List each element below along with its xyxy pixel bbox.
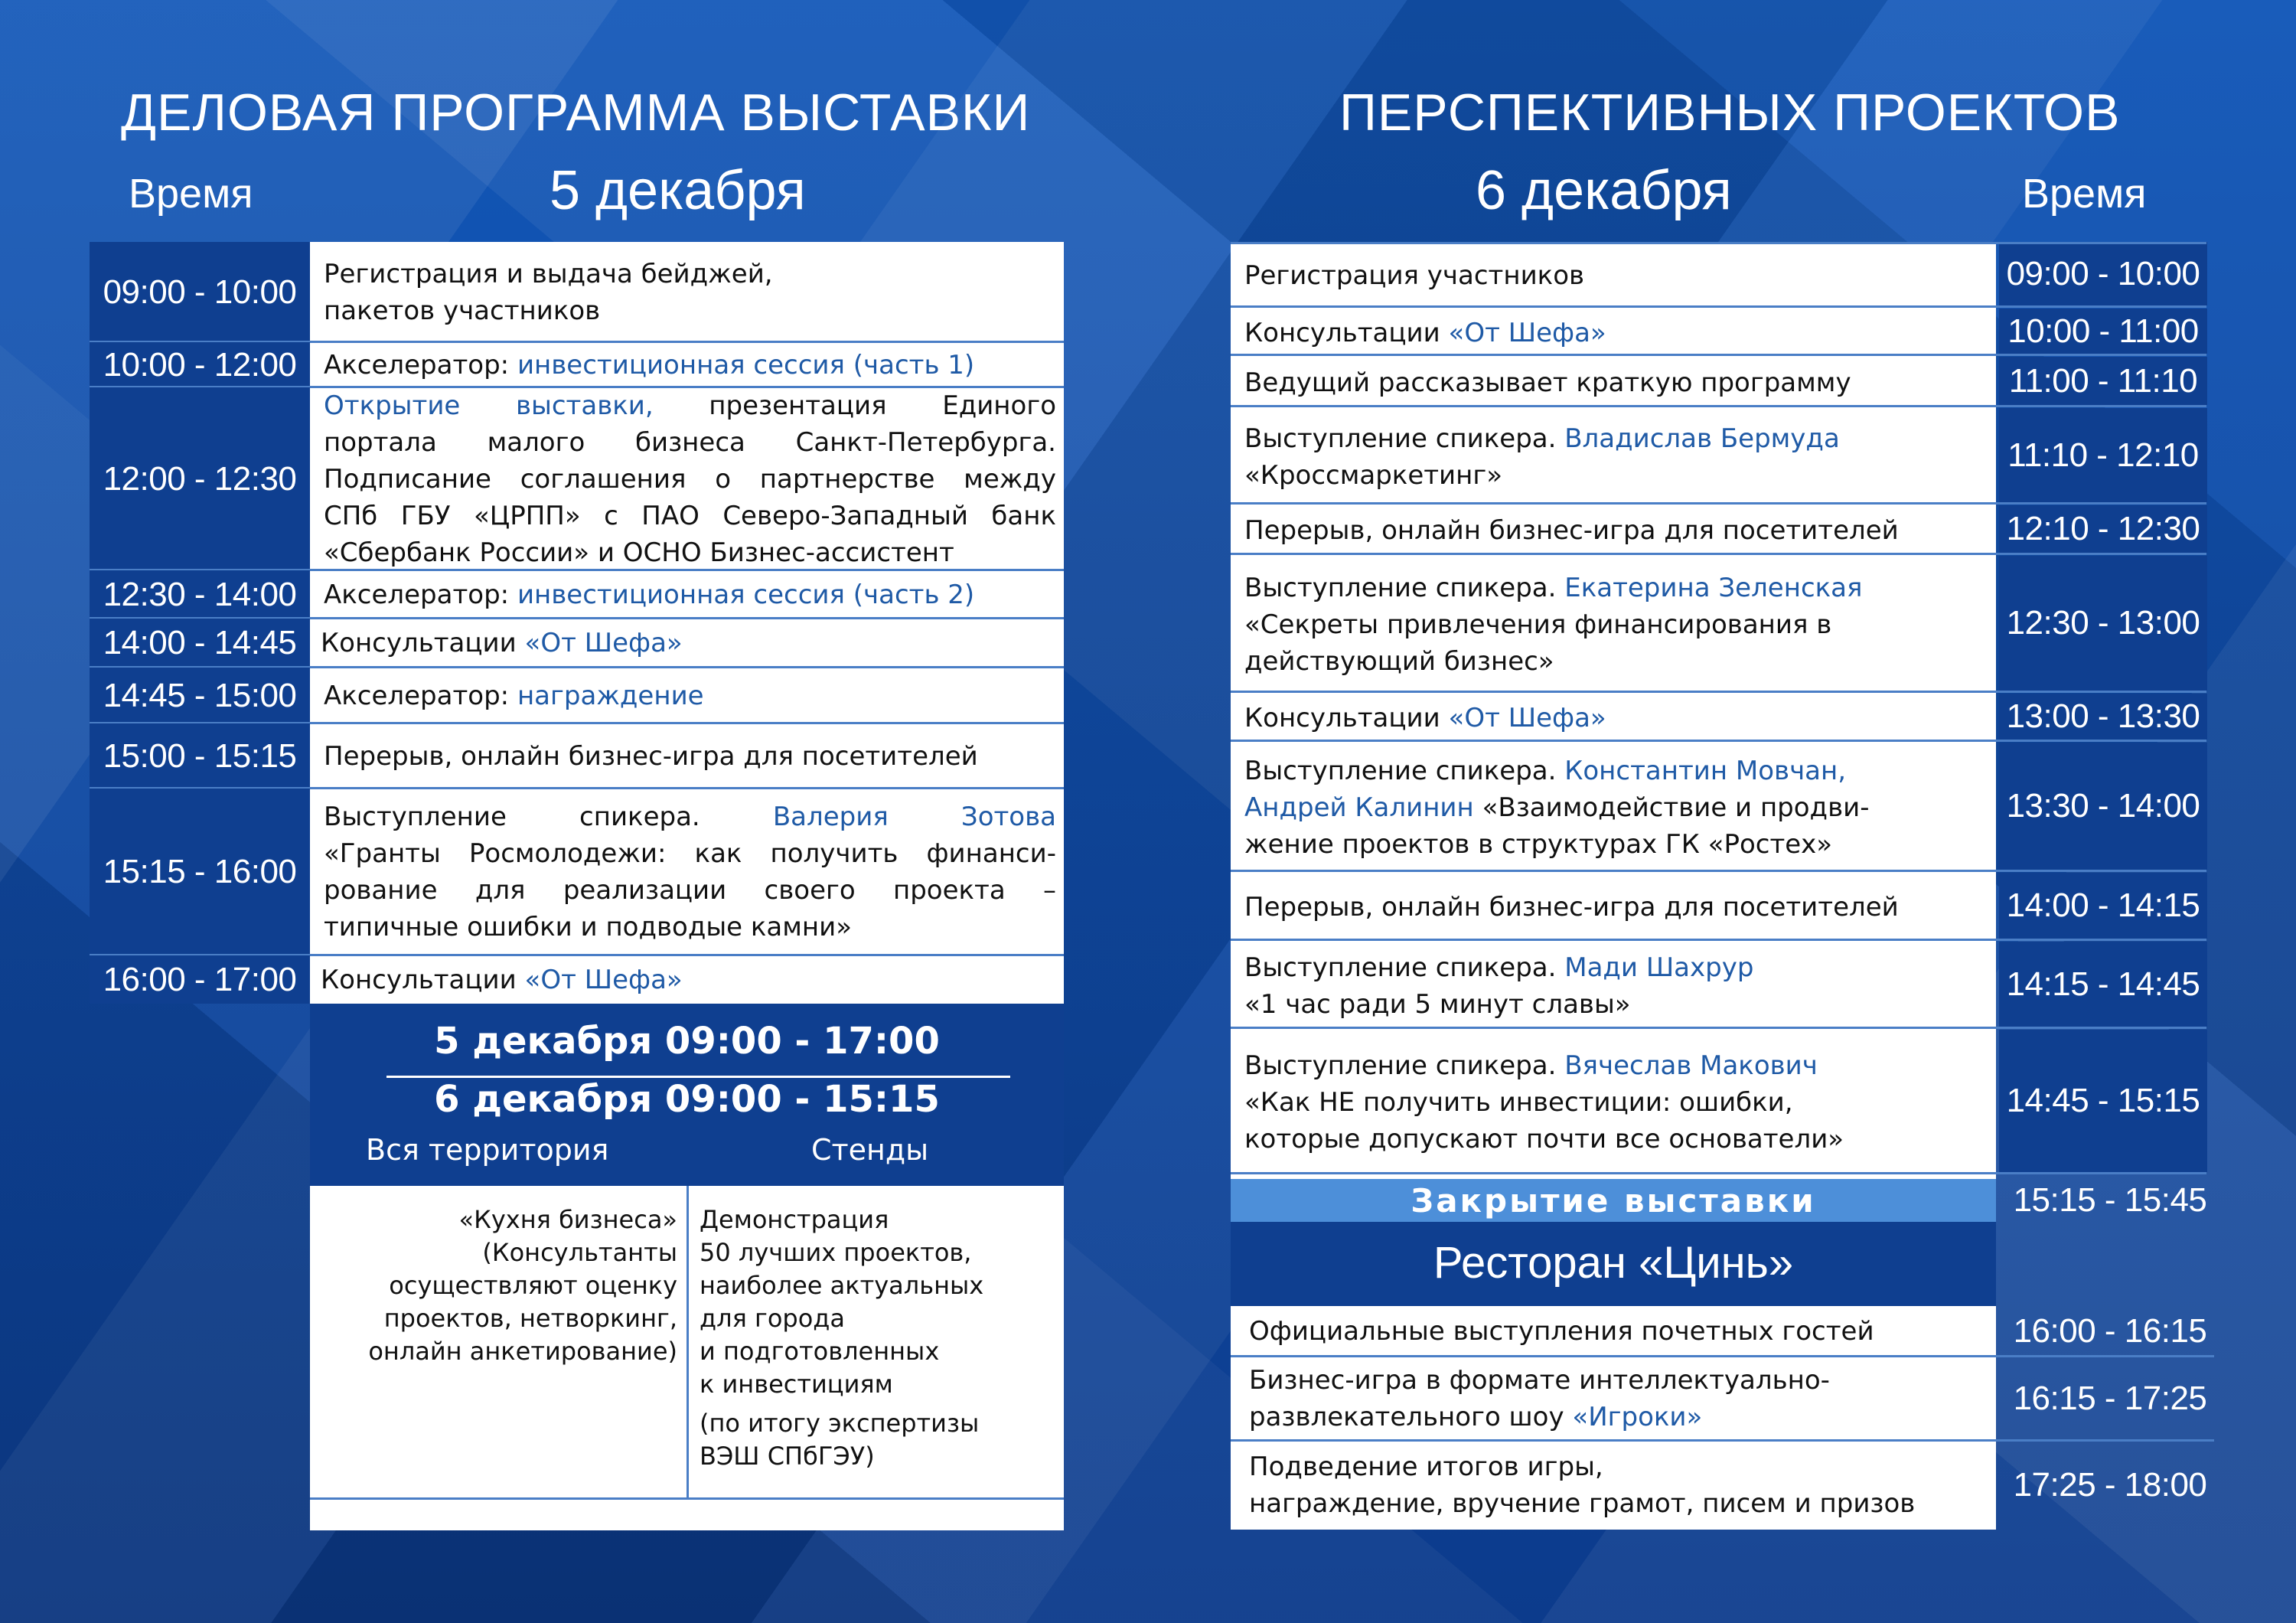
- plain-text: жение проектов в структурах ГК «Ростех»: [1244, 829, 1833, 860]
- event-description: [1231, 873, 1996, 942]
- text-line: [1249, 1485, 1996, 1522]
- row-divider: [1231, 740, 2206, 742]
- plain-text: Акселератор:: [324, 349, 517, 380]
- text-line: [324, 835, 1056, 872]
- text-line: [1244, 889, 1996, 926]
- plain-text: «Взаимодействие и продви-: [1473, 792, 1870, 823]
- time-slot: 15:00 - 15:15: [103, 736, 297, 775]
- expo-left-line: осуществляют оценку: [389, 1271, 677, 1300]
- plain-text: презентация Единого: [653, 390, 1056, 421]
- text-line: [324, 798, 1056, 835]
- event-description: [307, 955, 1061, 1004]
- plain-text: развлекательного шоу: [1249, 1402, 1573, 1432]
- text-line: [1244, 643, 1996, 680]
- plain-text: Акселератор:: [324, 579, 517, 610]
- plain-text: Консультации: [321, 628, 525, 658]
- highlight-text: «От Шефа»: [524, 964, 683, 995]
- text-line: [1244, 753, 1996, 789]
- event-description: [1231, 357, 1996, 408]
- plain-text: Регистрация участников: [1244, 260, 1585, 291]
- plain-text: СПб ГБУ «ЦРПП» с ПАО Северо-Западный банк: [324, 500, 1056, 531]
- text-line: [1244, 789, 1996, 826]
- time-slot: 16:00 - 16:15: [2013, 1312, 2207, 1350]
- time-slot: 09:00 - 10:00: [103, 273, 297, 311]
- time-slot: 12:10 - 12:30: [2006, 510, 2200, 547]
- text-line: [324, 347, 1064, 384]
- highlight-text: Вячеслав Макович: [1564, 1050, 1818, 1081]
- plain-text: типичные ошибки и подводые камни»: [324, 912, 853, 942]
- expo-date-2: 6 декабря 09:00 - 15:15: [434, 1078, 940, 1121]
- restaurant-title: Ресторан «Цинь»: [1433, 1238, 1794, 1288]
- text-line: [1244, 949, 1996, 986]
- row-divider: [1231, 870, 2206, 872]
- time-slot: 14:00 - 14:45: [103, 624, 297, 661]
- text-line: [1249, 1448, 1996, 1485]
- row-divider: [1231, 405, 2206, 407]
- text-line: [324, 909, 1056, 945]
- time-slot: 16:00 - 17:00: [103, 960, 297, 998]
- time-slot: 14:45 - 15:15: [2006, 1082, 2200, 1119]
- event-description: [310, 342, 1064, 387]
- text-line: [1244, 364, 1996, 401]
- plain-text: «Гранты Росмолодежи: как получить финанси-: [324, 838, 1056, 869]
- text-line: [1249, 1362, 1996, 1399]
- plain-text: «Как НЕ получить инвестиции: ошибки,: [1244, 1087, 1793, 1118]
- event-description: [310, 723, 1064, 789]
- event-description: [310, 668, 1064, 723]
- text-line: [1244, 257, 1996, 294]
- text-line: [1244, 700, 1996, 736]
- expo-left-line: (Консультанты: [482, 1238, 677, 1267]
- expo-right-line: для города: [700, 1304, 846, 1333]
- row-divider: [1231, 939, 2206, 941]
- event-description: [1231, 242, 1996, 309]
- time-slot: 12:30 - 13:00: [2006, 604, 2200, 642]
- plain-text: действующий бизнес»: [1244, 646, 1554, 677]
- plain-text: «Секреты привлечения финансирования в: [1244, 609, 1832, 640]
- text-line: [324, 292, 1064, 329]
- time-slot: 11:00 - 11:10: [2008, 361, 2198, 400]
- highlight-text: Константин Мовчан,: [1564, 756, 1847, 786]
- text-line: [324, 498, 1056, 534]
- event-description: [1231, 942, 1996, 1030]
- plain-text: Перерыв, онлайн бизнес-игра для посетителей: [1244, 892, 1899, 923]
- plain-text: Подведение итогов игры,: [1249, 1452, 1603, 1482]
- expo-right-line: наиболее актуальных: [700, 1271, 984, 1300]
- closing-bar: Закрытие выставки: [1231, 1179, 1996, 1222]
- time-label-right: Время: [2022, 171, 2147, 217]
- highlight-text: Открытие выставки,: [324, 390, 654, 421]
- time-slot: 12:00 - 12:30: [103, 459, 297, 498]
- text-line: [1244, 1121, 1996, 1158]
- expo-left-line: онлайн анкетирование): [368, 1337, 677, 1366]
- time-slot: 14:45 - 15:00: [103, 676, 297, 714]
- text-line: [1244, 606, 1996, 643]
- plain-text: награждение, вручение грамот, писем и призов: [1249, 1488, 1916, 1519]
- expo-col-divider: [687, 1186, 689, 1500]
- expo-right-line: 50 лучших проектов,: [700, 1238, 972, 1267]
- day2-date: 6 декабря: [1476, 160, 1732, 221]
- text-line: [324, 576, 1064, 613]
- expo-right-line: ВЭШ СПбГЭУ): [700, 1442, 875, 1471]
- text-line: [1244, 457, 1996, 494]
- plain-text: Акселератор:: [324, 680, 517, 711]
- event-description: [307, 619, 1061, 668]
- plain-text: Ведущий рассказывает краткую программу: [1244, 367, 1851, 398]
- plain-text: Перерыв, онлайн бизнес-игра для посетителей: [1244, 515, 1899, 546]
- event-description: [1231, 694, 1996, 743]
- time-slot: 13:30 - 14:00: [2006, 787, 2200, 825]
- text-line: [324, 534, 1056, 571]
- text-line: [321, 962, 1061, 998]
- time-slot: 14:00 - 14:15: [2006, 887, 2200, 924]
- text-line: [324, 424, 1056, 461]
- highlight-text: Владислав Бермуда: [1564, 423, 1840, 454]
- time-slot: 11:10 - 12:10: [2007, 436, 2199, 474]
- plain-text: Выступление спикера.: [1244, 952, 1565, 983]
- text-line: [1244, 1047, 1996, 1084]
- highlight-text: Мади Шахрур: [1564, 952, 1754, 983]
- highlight-text: «От Шефа»: [1448, 317, 1606, 348]
- event-description: [1231, 1441, 1996, 1530]
- plain-text: Подписание соглашения о партнерстве между: [324, 463, 1056, 495]
- day1-date: 5 декабря: [550, 160, 806, 221]
- plain-text: Регистрация и выдача бейджей,: [324, 258, 773, 289]
- text-line: [1244, 512, 1996, 549]
- plain-text: Консультации: [1244, 317, 1449, 348]
- plain-text: Выступление спикера.: [1244, 756, 1565, 786]
- highlight-text: «От Шефа»: [524, 628, 683, 658]
- plain-text: Бизнес-игра в формате интеллектуально-: [1249, 1365, 1830, 1396]
- event-description: [310, 242, 1064, 342]
- event-description: [310, 570, 1064, 619]
- plain-text: Консультации: [1244, 703, 1449, 733]
- plain-text: портала малого бизнеса Санкт-Петербурга.: [324, 426, 1056, 458]
- event-description: [1231, 505, 1996, 556]
- event-description: [1231, 1306, 1996, 1357]
- text-line: [1244, 826, 1996, 863]
- title-right: ПЕРСПЕКТИВНЫХ ПРОЕКТОВ: [1339, 83, 2121, 142]
- highlight-text: инвестиционная сессия (часть 2): [517, 579, 975, 610]
- plain-text: Консультации: [321, 964, 525, 995]
- row-divider: [1231, 354, 2206, 356]
- text-line: [1244, 986, 1996, 1023]
- row-divider: [1231, 502, 2206, 505]
- plain-text: Выступление спикера.: [1244, 573, 1565, 603]
- event-description: [310, 387, 1064, 570]
- expo-left-line: «Кухня бизнеса»: [458, 1205, 677, 1234]
- text-line: [1249, 1399, 1996, 1435]
- highlight-text: «Игроки»: [1572, 1402, 1703, 1432]
- expo-right-line: и подготовленных: [700, 1337, 940, 1366]
- event-description: [1231, 1357, 1996, 1441]
- plain-text: Официальные выступления почетных гостей: [1249, 1316, 1874, 1347]
- text-line: [1244, 570, 1996, 606]
- time-slot: 13:00 - 13:30: [2006, 697, 2200, 735]
- text-line: [1244, 315, 1996, 351]
- expo-date-1: 5 декабря 09:00 - 17:00: [434, 1020, 940, 1063]
- plain-text: пакетов участников: [324, 295, 601, 326]
- plain-text: рование для реализации своего проекта –: [324, 875, 1056, 906]
- highlight-text: Валерия Зотова: [772, 802, 1056, 832]
- text-line: [1249, 1313, 1996, 1350]
- expo-col-left-title: Вся территория: [366, 1133, 609, 1167]
- text-line: [324, 738, 1064, 775]
- row-divider: [1231, 553, 2206, 555]
- event-description: [1231, 1030, 1996, 1175]
- plain-text: «Кроссмаркетинг»: [1244, 459, 1503, 491]
- text-line: [321, 625, 1061, 661]
- time-slot: 12:30 - 14:00: [103, 575, 297, 613]
- highlight-text: награждение: [517, 680, 704, 711]
- plain-text: Выступление спикера.: [1244, 1050, 1565, 1081]
- time-slot: 14:15 - 14:45: [2006, 965, 2200, 1003]
- row-divider: [1231, 1027, 2206, 1029]
- event-description: [1231, 309, 1996, 357]
- text-line: [324, 678, 1064, 714]
- event-description: [1231, 556, 1996, 694]
- expo-bottom-line: [310, 1497, 1064, 1500]
- row-divider: [1231, 242, 2206, 244]
- expo-left-line: проектов, нетворкинг,: [383, 1304, 677, 1333]
- plain-text: Выступление спикера.: [324, 802, 773, 832]
- highlight-text: Андрей Калинин: [1244, 792, 1474, 823]
- text-line: [1244, 1084, 1996, 1121]
- plain-text: «Сбербанк России» и ОСНО Бизнес-ассистент: [324, 537, 954, 568]
- expo-right-line: к инвестициям: [700, 1370, 893, 1399]
- closing-time: 15:15 - 15:45: [2013, 1181, 2207, 1219]
- expo-col-right-title: Стенды: [811, 1133, 929, 1167]
- time-slot: 16:15 - 17:25: [2013, 1380, 2207, 1417]
- time-slot: 17:25 - 18:00: [2013, 1466, 2207, 1504]
- row-divider: [1231, 691, 2206, 693]
- text-line: [324, 387, 1056, 424]
- highlight-text: инвестиционная сессия (часть 1): [517, 349, 975, 380]
- text-line: [324, 872, 1056, 909]
- event-description: [1231, 408, 1996, 505]
- plain-text: Выступление спикера.: [1244, 423, 1565, 454]
- text-line: [324, 461, 1056, 498]
- row-divider: [1231, 305, 2206, 308]
- expo-right-line: Демонстрация: [700, 1205, 889, 1234]
- title-left: ДЕЛОВАЯ ПРОГРАММА ВЫСТАВКИ: [121, 83, 1031, 142]
- text-line: [324, 256, 1064, 292]
- event-description: [1231, 743, 1996, 873]
- event-description: [310, 789, 1064, 955]
- highlight-text: «От Шефа»: [1448, 703, 1606, 733]
- expo-right-line: (по итогу экспертизы: [700, 1409, 980, 1438]
- highlight-text: Екатерина Зеленская: [1564, 573, 1863, 603]
- text-line: [1244, 420, 1996, 457]
- row-divider: [1231, 1172, 2206, 1174]
- time-slot: 10:00 - 12:00: [103, 345, 297, 384]
- time-slot: 15:15 - 16:00: [103, 853, 297, 890]
- time-slot: 10:00 - 11:00: [2007, 312, 2199, 350]
- plain-text: Перерыв, онлайн бизнес-игра для посетителей: [324, 740, 978, 772]
- time-label-left: Время: [129, 171, 253, 217]
- plain-text: «1 час ради 5 минут славы»: [1244, 988, 1631, 1020]
- time-slot: 09:00 - 10:00: [2006, 254, 2200, 292]
- plain-text: которые допускают почти все основатели»: [1244, 1124, 1844, 1154]
